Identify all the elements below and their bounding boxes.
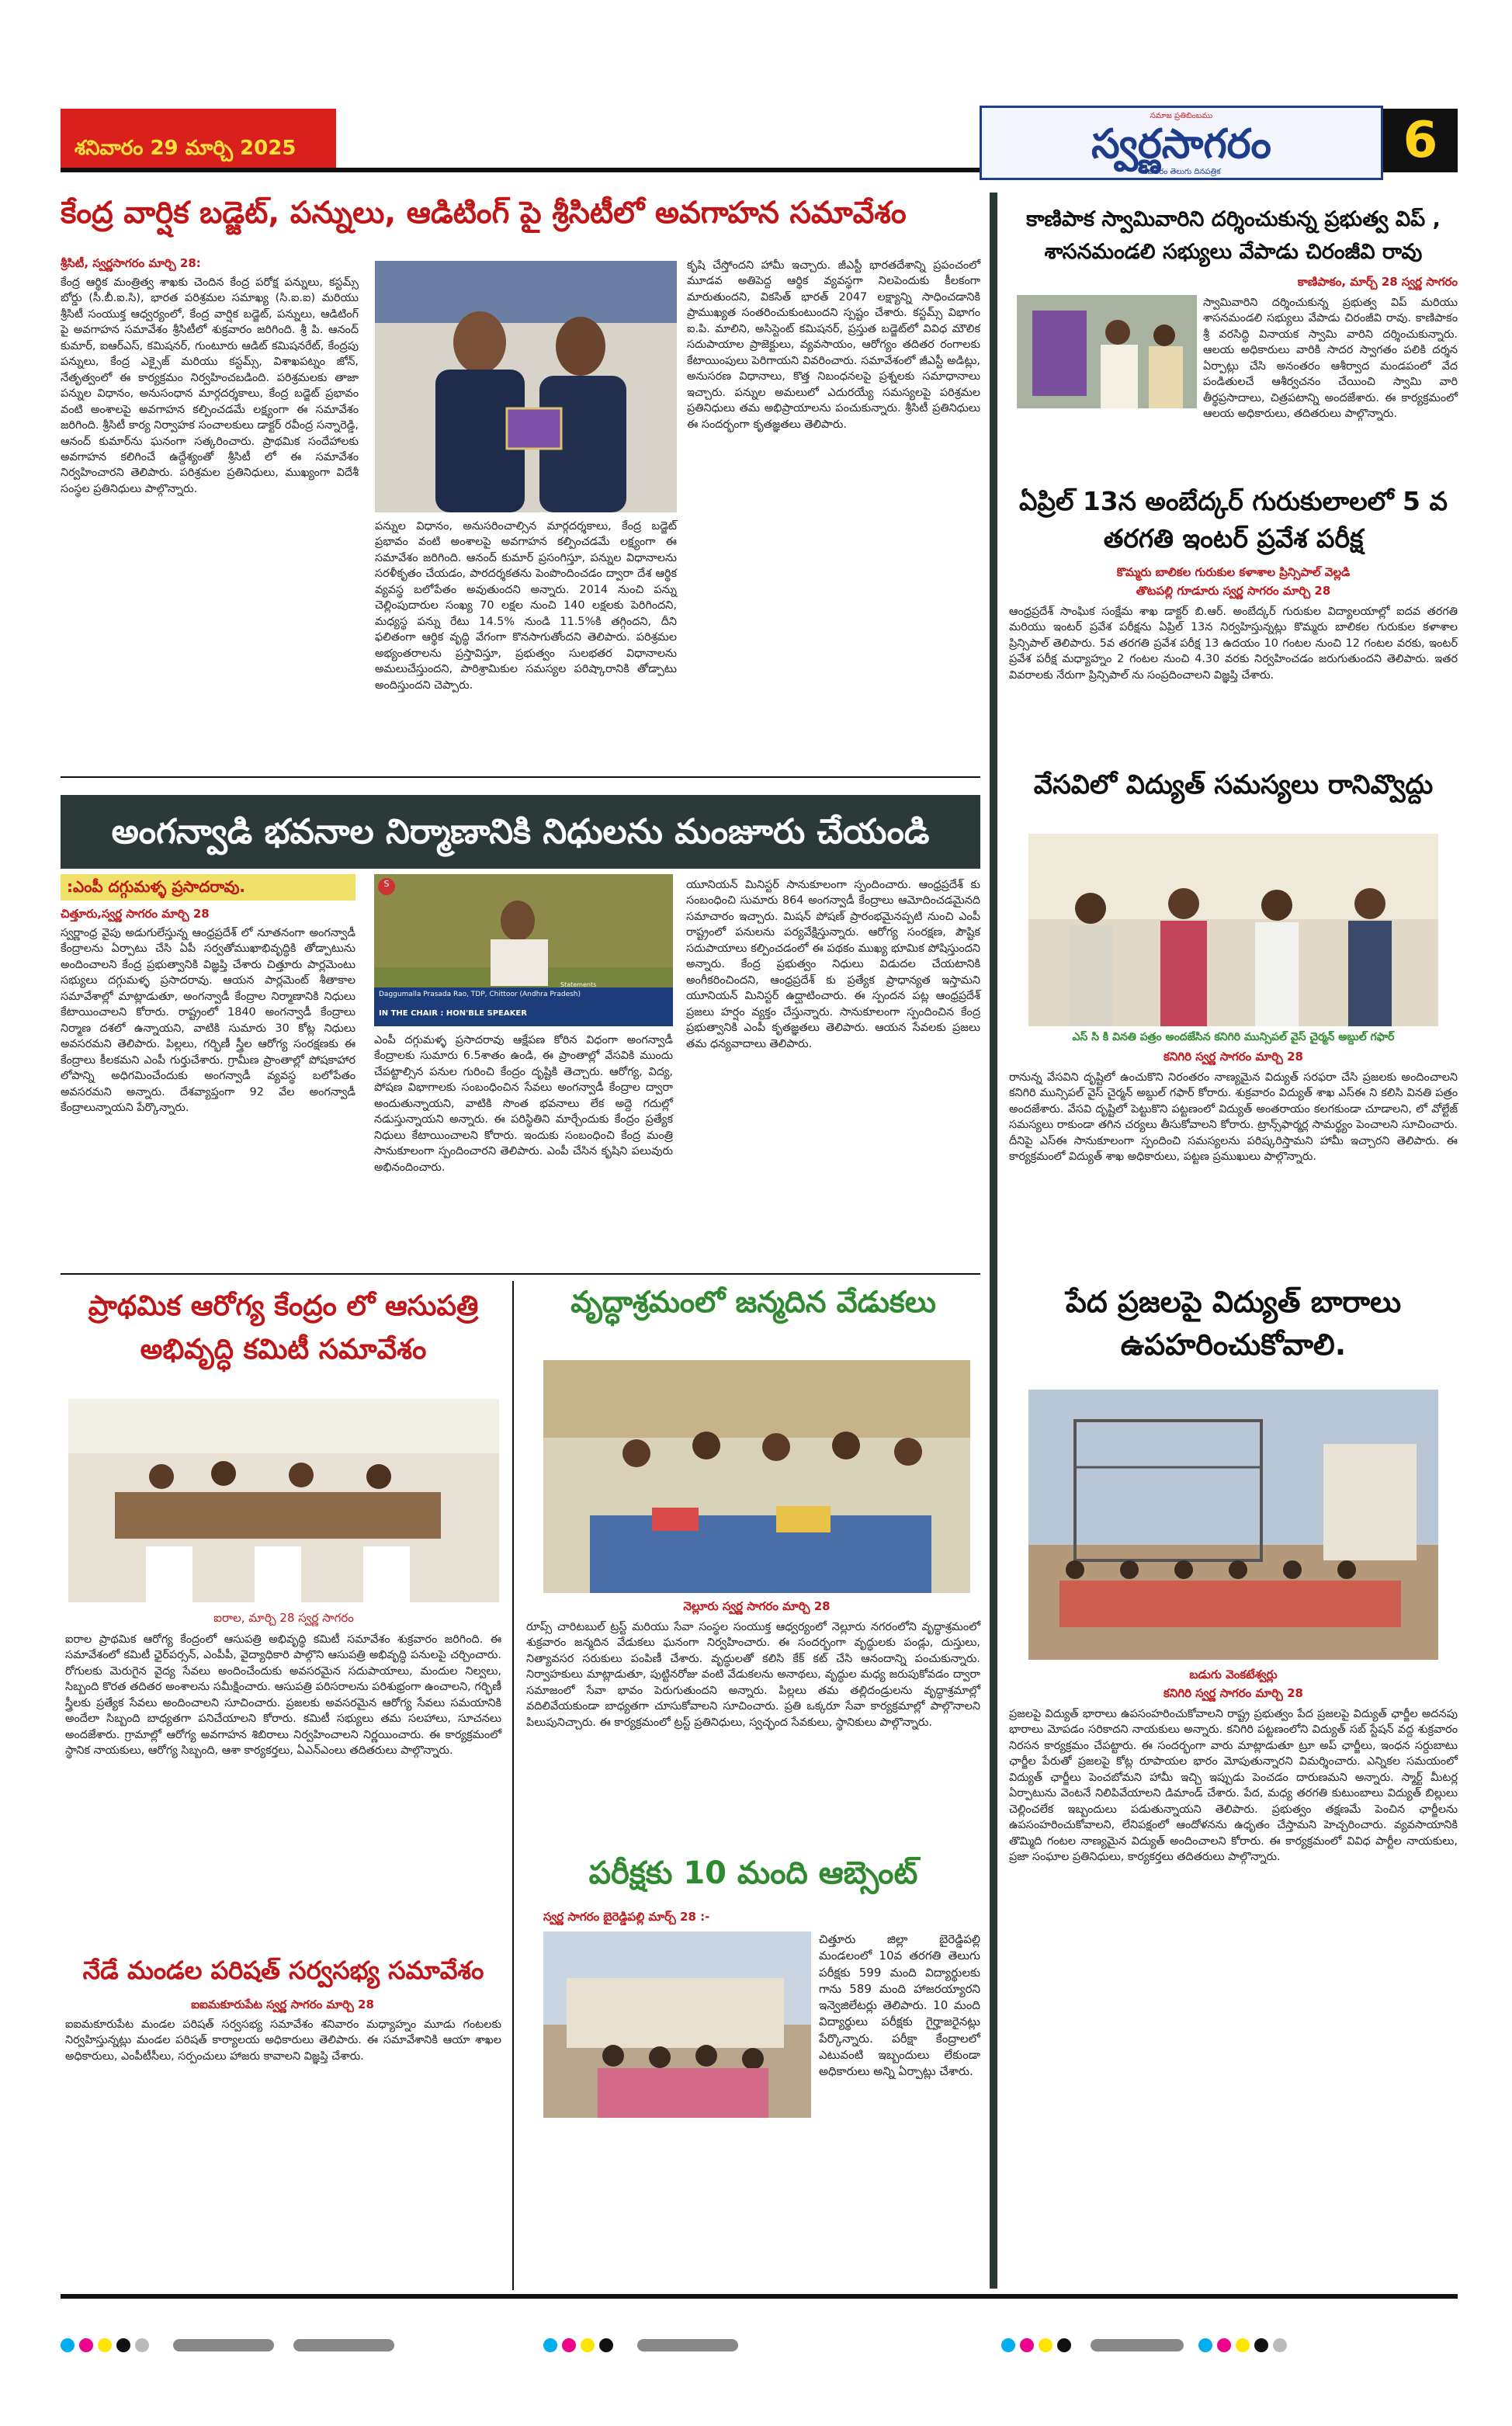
article-10-photo <box>1028 1390 1438 1660</box>
article-2-label: :ఎంపీ దగ్గుమళ్ళ ప్రసాదరావు. <box>61 874 355 901</box>
masthead-subtitle: నవతరం తెలుగు దినపత్రిక <box>1142 168 1221 176</box>
article-6-photo <box>543 1931 811 2118</box>
article-1-col3: కృషి చేస్తోందని హామీ ఇచ్చారు. జీఎస్టీ భారతదేశాన్ని ప్రపంచంలో మూడవ అతిపెద్ద ఆర్థిక వ్యవస్థగా నిలపెందుకు కీలకంగా మారుతుందని, వికసిత్ భారత్ 2047 లక్ష్యాన్ని సాధించడానికి ప్రాముఖ్యత సంతరించుకుంటుందని స్పష్టం చేశారు. కస్టమ్స్ విభాగం ఐ.పి. మాలిని, అసిస్టెంట్ కమిషనర్, ప్రస్తుత బడ్జెట్‌లో వివిధ మౌలిక సదుపాయాల ప్రాజెక్టులు, వ్యవసాయం, ఆరోగ్యం తదితర రంగాలకు కేటాయింపులు పెరిగాయని వివరించారు. సమావేశంలో జీఎస్టీ అడిట్లు, అనుసరణ విధానాలు, కొత్త నిబంధనలపై ప్రశ్నలకు సమాధానాలు ఇచ్చారు. పన్నుల అమలులో ఎదురయ్యే సమస్యలపై పరిశ్రమల ప్రతినిధులు తమ అభిప్రాయాలను పంచుకున్నారు. శ్రీసిటీ ప్రతినిధులు ఈ సందర్భంగా కృతజ్ఞతలు తెలిపారు. <box>687 259 980 431</box>
article-1-photo <box>375 261 677 512</box>
magenta-dot-icon <box>1217 2338 1231 2352</box>
article-6-body: చిత్తూరు జిల్లా బైరెడ్డిపల్లి మండలంలో 10వ తరగతి తెలుగు పరీక్షకు 599 మంది విద్యార్థులకు గాను 589 మంది హాజరయ్యారని ఇన్వెజిలేటర్లు తెలిపారు. 10 మంది విద్యార్థులు పరీక్షకు గైర్హాజరైనట్లు పేర్కొన్నారు. పరీక్షా కేంద్రాలలో ఎటువంటి ఇబ్బందులు లేకుండా అధికారులు అన్ని ఏర్పాట్లు చేశారు. <box>819 1932 980 2079</box>
article-2-col1: స్వర్ణాంధ్ర వైపు అడుగులేస్తున్న ఆంధ్రప్రదేశ్ లో నూతనంగా అంగన్వాడీ కేంద్రాలను ఏర్పాటు చేసి ఏపీ సర్వతోముఖాభివృద్ధికి తోడ్పాటును అందించాలని కేంద్ర ప్రభుత్వానికి విజ్ఞప్తి చేశారు చిత్తూరు పార్లమెంటు సభ్యులు దగ్గుమళ్ళ ప్రసాదరావు. ఆయన పార్లమెంట్ శీతాకాల సమావేశాల్లో మాట్లాడుతూ, అంగన్వాడీ కేంద్రాల నిర్మాణానికి నిధులు కేటాయించాలని కోరారు. రాష్ట్రంలో 1840 అంగన్వాడీ కేంద్రాలు నిర్మాణ దశలో ఉన్నాయని, వాటికి సుమారు 30 కోట్ల నిధులు అవసరమని తెలిపారు. పిల్లలు, గర్భిణీ స్త్రీల ఆరోగ్య సంరక్షణకు ఈ కేంద్రాలు కీలకమని ఎంపీ గుర్తుచేశారు. గ్రామీణ ప్రాంతాల్లో పోషకాహార లోపాన్ని అధిగమించేందుకు అంగన్వాడీ వ్యవస్థ బలోపేతం అవసరమని అన్నారు. దేశవ్యాప్తంగా 92 వేల అంగన్వాడీ కేంద్రాలున్నాయని పేర్కొన్నారు. <box>61 927 355 1114</box>
article-1-col1: కేంద్ర ఆర్థిక మంత్రిత్వ శాఖకు చెందిన కేంద్ర పరోక్ష పన్నులు, కస్టమ్స్ బోర్డు (సీ.బీ.ఐ.సి), భారత పరిశ్రమల సమాఖ్య (సి.ఐ.ఐ) మరియు శ్రీసిటీ సంయుక్త ఆధ్వర్యంలో, కేంద్ర వార్షిక బడ్జెట్, పన్నులు, ఆడిటింగ్ పై అవగాహన సమావేశం శ్రీసిటీలో శుక్రవారం జరిగింది. శ్రీ పి. ఆనంద్ కుమార్, ఐఆర్ఎస్, కమిషనర్, గుంటూరు ఆడిట్ కమిషనరేట్, కేంద్రపు పన్నులు, కేంద్ర ఎక్సైజ్ మరియు కస్టమ్స్, విశాఖపట్నం జోన్, నేతృత్వంలో ఈ కార్యక్రమం నిర్వహించబడింది. పరిశ్రమలకు తాజా పన్నుల విధానం, అనుసంధాన మార్గదర్శకాలు, కేంద్ర బడ్జెట్ ప్రభావం వంటి అంశాలపై అవగాహన కల్పించడమే లక్ష్యంగా ఈ సమావేశం జరిగింది. శ్రీసిటీ కార్య నిర్వాహక సంచాలకులు డాక్టర్ రవీంద్ర సన్నారెడ్డి, ఆనంద్ కుమార్‌ను ఘనంగా సత్కరించారు. ప్రాథమిక సందేహాలకు అవగాహన కలిగించే ఉద్దేశ్యంతో శ్రీసిటీ లో ఈ సమావేశం నిర్వహించారని తెలిపారు. పరిశ్రమల ప్రతినిధులు, ముఖ్యంగా విదేశీ సంస్థల ప్రతినిధులు పాల్గొన్నారు. <box>61 276 359 495</box>
masthead-tagline: సమాజ ప్రతిబింబము <box>1150 112 1213 120</box>
article-7-body: స్వామివారిని దర్శించుకున్న ప్రభుత్వ విప్ మరియు శాసనమండలి సభ్యులు వేపాడు చిరంజీవి రావు. కాణిపాకం శ్రీ వరసిద్ధి వినాయక స్వామి వారిని దర్శించుకున్నారు. ఆలయ అధికారులు వారికి సాదర స్వాగతం పలికి దర్శన ఏర్పాట్లు చేసి అనంతరం ఆశీర్వాద మండపంలో వేద పండితులచే ఆశీర్వచనం చేయించి స్వామి వారి తీర్థప్రసాదాలు, చిత్రపటాన్ని అందజేశారు. ఈ కార్యక్రమంలో ఆలయ అధికారులు, తదితరులు పాల్గొన్నారు. <box>1203 297 1458 421</box>
page-number: 6 <box>1383 109 1458 172</box>
article-9-byline: కనిగిరి స్వర్ణ సాగరం మార్చి 28 <box>1163 1050 1303 1064</box>
article-1-headline: కేంద్ర వార్షిక బడ్జెట్, పన్నులు, ఆడిటింగ్ పై శ్రీసిటీలో అవగాహన సమావేశం <box>61 196 907 231</box>
yellow-dot-icon <box>581 2338 595 2352</box>
article-9-body: రానున్న వేసవిని దృష్టిలో ఉంచుకొని నిరంతరం నాణ్యమైన విద్యుత్ సరఫరా చేసి ప్రజలకు అందించాలని కనిగిరి మున్సిపల్ వైస్ చైర్మన్ అబ్దుల్ గఫార్ కోరారు. శుక్రవారం విద్యుత్ శాఖ ఎస్ఈ ని కలిసి వినతి పత్రం అందజేశారు. వేసవి దృష్టిలో పెట్టుకొని పట్టణంలో విద్యుత్ అంతరాయం కలగకుండా చూడాలని, లో వోల్టేజ్ సమస్యలు రాకుండా తగిన చర్యలు తీసుకోవాలని కోరారు. ట్రాన్స్‌ఫార్మర్ల సామర్థ్యం పెంచాలని సూచించారు. దీనిపై ఎస్ఈ సానుకూలంగా స్పందించి సమస్యలను పరిష్కరిస్తామని హామీ ఇచ్చారని తెలిపారు. ఈ కార్యక్రమంలో విద్యుత్ శాఖ అధికారులు, పట్టణ ప్రముఖులు పాల్గొన్నారు. <box>1009 1071 1458 1164</box>
photo-label: Daggumalla Prasada Rao, TDP, Chittoor (Andhra Pradesh) <box>379 991 581 998</box>
article-6-byline: స్వర్ణ సాగరం బైరెడ్డిపల్లి మార్చ్ 28 :- <box>543 1910 710 1924</box>
divider <box>61 776 980 778</box>
article-3-body: ఐరాల ప్రాథమిక ఆరోగ్య కేంద్రంలో ఆసుపత్రి అభివృద్ధి కమిటీ సమావేశం శుక్రవారం జరిగింది. ఈ సమావేశంలో కమిటీ ఛైర్‌పర్సన్, ఎంపీపీ, వైద్యాధికారి పాల్గొని ఆసుపత్రి అభివృద్ధి పనులపై చర్చించారు. రోగులకు మెరుగైన వైద్య సేవలు అందించేందుకు అవసరమైన సదుపాయాలు, మందుల నిల్వలు, సిబ్బంది కొరత తదితర అంశాలను సమీక్షించారు. ఆసుపత్రి పరిసరాలను పరిశుభ్రంగా ఉంచాలని, గర్భిణీ స్త్రీలకు ప్రత్యేక సేవలు అందించాలని సూచించారు. ప్రజలకు అవసరమైన ఆరోగ్య సేవలు సమయానికి అందేలా సిబ్బంది బాధ్యతగా పనిచేయాలని కోరారు. కమిటీ సభ్యులు తమ సలహాలు, సూచనలు అందజేశారు. గ్రామాల్లో ఆరోగ్య అవగాహన శిబిరాలు నిర్వహించాలని నిర్ణయించారు. ఈ కార్యక్రమంలో స్థానిక నాయకులు, ఆరోగ్య సిబ్బంది, ఆశా కార్యకర్తలు, ఏఎన్ఎంలు తదితరులు పాల్గొన్నారు. <box>65 1633 501 1758</box>
article-1-col2: పన్నుల విధానం, అనుసరించాల్సిన మార్గదర్శకాలు, కేంద్ర బడ్జెట్ ప్రభావం వంటి అంశాలపై అవగాహన కల్పించడమే లక్ష్యంగా ఈ సమావేశం జరిగింది. ఆనంద్ కుమార్ ప్రసంగిస్తూ, పన్నుల విధానాలను సరళీకృతం చేయడం, పారదర్శకతను పెంపొందించడం ద్వారా దేశ ఆర్థిక వ్యవస్థ బలోపేతం అవుతుందని అన్నారు. 2014 నుంచి పన్ను చెల్లింపుదారుల సంఖ్య 70 లక్షల నుంచి 140 లక్షలకు పెరిగిందని, మధ్యస్థ పన్ను రేటు 14.5% నుండి 11.5%కి తగ్గిందని, దీని ఫలితంగా ఆర్థిక వృద్ధి వేగంగా కొనసాగుతోందని తెలిపారు. పరిశ్రమల అభ్యంతరాలను ప్రస్తావిస్తూ, ప్రభుత్వం సులభతర విధానాలను అమలుచేస్తుందని, పారిశ్రామికుల సమస్యల పరిష్కారానికి తోడ్పాటు అందిస్తుందని చెప్పారు. <box>375 520 677 692</box>
parliament-photo-illustration <box>374 874 673 1026</box>
black-dot-icon <box>1057 2338 1071 2352</box>
channel-logo: S <box>383 879 390 889</box>
article-4-byline: ఐఐమకూరుపేట స్వర్ణ సాగరం మార్చి 28 <box>191 1997 374 2011</box>
article-8-body: ఆంధ్రప్రదేశ్ సాంఘిక సంక్షేమ శాఖ డాక్టర్ బి.ఆర్. అంబేద్కర్ గురుకుల విద్యాలయాల్లో ఐదవ తరగతి మరియు ఇంటర్ ప్రవేశ పరీక్షను ఏప్రిల్ 13న నిర్వహిస్తున్నట్లు కొమ్మరు బాలికల గురుకుల కళాశాల ప్రిన్సిపాల్ తెలిపారు. 5వ తరగతి ప్రవేశ పరీక్ష 13 ఉదయం 10 గంటల నుంచి 12 గంటల వరకు, ఇంటర్ ప్రవేశ పరీక్ష మధ్యాహ్నం 2 గంటల నుంచి 4.30 వరకు నిర్వహించడం జరుగుతుందని తెలిపారు. ఇతర వివరాలకు నేరుగా ప్రిన్సిపాల్ ను సంప్రదించాలని విజ్ఞప్తి చేశారు. <box>1009 606 1458 682</box>
print-marks-center <box>543 2337 978 2355</box>
black-dot-icon <box>1254 2338 1268 2352</box>
award-photo-illustration <box>375 261 677 512</box>
article-4-headline: నేడే మండల పరిషత్ సర్వసభ్య సమావేశం <box>82 1956 484 1985</box>
yellow-dot-icon <box>1039 2338 1053 2352</box>
protest-photo-illustration <box>1028 1390 1438 1660</box>
black-dot-icon <box>116 2338 130 2352</box>
celebration-photo-illustration <box>543 1360 970 1593</box>
article-10-body: ప్రజలపై విద్యుత్ భారాలు ఉపసంహరించుకోవాలని రాష్ట్ర ప్రభుత్వం పేద ప్రజలపై విద్యుత్ ఛార్జీల అదనపు భారాలు మోపడం సరికాదని నాయకులు అన్నారు. కనిగిరి పట్టణంలోని విద్యుత్ సబ్ స్టేషన్ వద్ద శుక్రవారం నిరసన కార్యక్రమం చేపట్టారు. ఈ సందర్భంగా వారు మాట్లాడుతూ ట్రూ అప్ ఛార్జీలు, ఇంధన సర్దుబాటు ఛార్జీల పేరుతో ప్రజలపై కోట్ల రూపాయల భారం మోపుతున్నారని విమర్శించారు. ఎన్నికల సమయంలో విద్యుత్ ఛార్జీలు పెంచబోమని హామీ ఇచ్చి ఇప్పుడు పెంచడం దారుణమని అన్నారు. స్మార్ట్ మీటర్ల ఏర్పాటును వెంటనే నిలిపివేయాలని డిమాండ్ చేశారు. పేద, మధ్య తరగతి కుటుంబాలు విద్యుత్ బిల్లులు చెల్లించలేక ఇబ్బందులు పడుతున్నాయని తెలిపారు. ప్రభుత్వం తక్షణమే పెంచిన ఛార్జీలను ఉపసంహరించుకోవాలని, లేనిపక్షంలో ఆందోళనను ఉధృతం చేస్తామని హెచ్చరించారు. వ్యవసాయానికి తొమ్మిది గంటల నాణ్యమైన విద్యుత్ అందించాలని కోరారు. ఈ కార్యక్రమంలో వివిధ పార్టీల నాయకులు, ప్రజా సంఘాల ప్రతినిధులు, కార్యకర్తలు తదితరులు పాల్గొన్నారు. <box>1009 1708 1458 1864</box>
petition-photo-illustration <box>1028 834 1438 1026</box>
article-5-caption: నెల్లూరు స్వర్ణ సాగరం మార్చి 28 <box>683 1599 831 1613</box>
print-marks-left <box>61 2337 495 2355</box>
yellow-dot-icon <box>98 2338 112 2352</box>
article-4-body: ఐఐమకూరుపేట మండల పరిషత్ సర్వసభ్య సమావేశం శనివారం మధ్యాహ్నం మూడు గంటలకు నిర్వహిస్తున్నట్లు మండల పరిషత్ కార్యాలయ అధికారులు తెలిపారు. ఈ సమావేశానికి ఆయా శాఖల అధికారులు, ఎంపీటీసీలు, సర్పంచులు హాజరు కావాలని విజ్ఞప్తి చేశారు. <box>65 2018 501 2063</box>
article-5-body: రూప్స్ చారిటబుల్ ట్రస్ట్ మరియు సేవా సంస్థల సంయుక్త ఆధ్వర్యంలో నెల్లూరు నగరంలోని వృద్ధాశ్రమంలో శుక్రవారం జన్మదిన వేడుకలు ఘనంగా నిర్వహించారు. ఈ సందర్భంగా వృద్ధులకు పండ్లు, దుస్తులు, నిత్యావసర సరుకులు పంపిణీ చేశారు. వృద్ధులతో కలిసి కేక్ కట్ చేసి ఆనందాన్ని పంచుకున్నారు. నిర్వాహకులు మాట్లాడుతూ, పుట్టినరోజు వంటి వేడుకలను అనాథలు, వృద్ధుల మధ్య జరుపుకోవడం ద్వారా సమాజంలో సేవా భావం పెరుగుతుందని అన్నారు. పిల్లలు తమ తల్లిదండ్రులను వృద్ధాశ్రమాల్లో వదిలివేయకుండా బాధ్యతగా చూసుకోవాలని సూచించారు. ప్రతి ఒక్కరూ సేవా కార్యక్రమాల్లో పాల్గొనాలని పిలుపునిచ్చారు. ఈ కార్యక్రమంలో ట్రస్ట్ ప్రతినిధులు, స్వచ్ఛంద సేవకులు, స్థానికులు పాల్గొన్నారు. <box>526 1621 980 1729</box>
magenta-dot-icon <box>562 2338 576 2352</box>
photo-chair: IN THE CHAIR : HON'BLE SPEAKER <box>379 1009 527 1018</box>
article-5-photo <box>543 1360 970 1593</box>
article-7-byline: కాణిపాకం, మార్చ్ 28 స్వర్ణ సాగరం <box>1297 275 1458 289</box>
article-3-headline: ప్రాథమిక ఆరోగ్య కేంద్రం లో ఆసుపత్రి అభివృద్ధి కమిటీ సమావేశం <box>88 1290 479 1366</box>
print-bar-icon <box>637 2339 738 2351</box>
article-10-byline: కనిగిరి స్వర్ణ సాగరం మార్చి 28 <box>1163 1686 1303 1700</box>
exam-centre-photo-illustration <box>543 1931 811 2118</box>
article-8-headline: ఏప్రిల్ 13న అంబేద్కర్ గురుకులాలలో 5 వ తరగతి ఇంటర్ ప్రవేశ పరీక్ష <box>1019 486 1448 554</box>
article-8-byline: తొటపల్లి గూడూరు స్వర్ణ సాగరం మార్చి 28 <box>1136 584 1331 598</box>
column-divider <box>990 193 997 2289</box>
article-8-subhead: కొమ్మరు బాలికల గురుకుల కళాశాల ప్రిన్సిపాల్ వెల్లడి <box>1116 565 1351 579</box>
article-9-photo <box>1028 834 1438 1026</box>
photo-tag: Statements <box>560 981 597 988</box>
footer-rule <box>61 2294 1458 2299</box>
cyan-dot-icon <box>1198 2338 1212 2352</box>
black-dot-icon <box>599 2338 613 2352</box>
article-3-photo <box>68 1399 499 1602</box>
article-1-byline: శ్రీసిటీ, స్వర్ణసాగరం మార్చి 28: <box>61 256 201 270</box>
article-9-subhead: ఎస్ సి కి వినతి పత్రం అందజేసిన కనిగిరి మున్సిపల్ వైస్ చైర్మన్ అబ్దుల్ గఫార్ <box>1072 1031 1395 1043</box>
print-bar-icon <box>173 2339 274 2351</box>
print-bar-icon <box>293 2339 394 2351</box>
article-2-byline: చిత్తూరు,స్వర్ణ సాగరం మార్చి 28 <box>61 907 210 921</box>
magenta-dot-icon <box>1020 2338 1034 2352</box>
date-bar <box>61 109 336 172</box>
article-2-col3: యూనియన్ మినిస్టర్ సానుకూలంగా స్పందించారు. ఆంధ్రప్రదేశ్ కు సంబంధించి సుమారు 864 అంగన్వాడీ కేంద్రాలు ఆమోదించడమైనది సమాచారం ఇచ్చారు. మిషన్ పోషణ్ ప్రారంభమైనప్పటి నుంచి ఎంపీ రాష్ట్రంలో పనులను పర్యవేక్షిస్తున్నారు. ఆరోగ్య సంరక్షణ, పౌష్టిక సదుపాయాలు కల్పించడంలో ఈ పథకం ముఖ్య భూమిక పోషిస్తుందని అన్నారు. కేంద్ర ప్రభుత్వం నిధులు విడుదల చేయటానికి అంగీకరించిందని, ఆంధ్రప్రదేశ్ కు ప్రత్యేక ప్రాధాన్యత ఇస్తామని యూనియన్ మినిస్టర్ ఉద్ఘాటించారు. ఈ స్పందన పట్ల ఆంధ్రప్రదేశ్ ప్రజలు హర్షం వ్యక్తం చేస్తున్నారు. సానుకూలంగా స్పందించిన కేంద్ర ప్రభుత్వానికి ఎంపీ కృతజ్ఞతలు తెలిపారు. ఆయన సేవలకు ప్రజలు తమ ధన్యవాదాలు తెలిపారు. <box>686 879 980 1050</box>
article-2-banner: అంగన్వాడి భవనాల నిర్మాణానికి నిధులను మంజూరు చేయండి <box>61 795 980 869</box>
cyan-dot-icon <box>1001 2338 1015 2352</box>
article-5-headline: వృద్ధాశ్రమంలో జన్మదిన వేడుకలు <box>570 1285 936 1319</box>
masthead-title: స్వర్ణసాగరం <box>1091 120 1271 168</box>
article-9-headline: వేసవిలో విద్యుత్ సమస్యలు రానివ్వొద్దు <box>1033 769 1434 800</box>
divider <box>61 1273 980 1275</box>
article-10-headline: పేద ప్రజలపై విద్యుత్ బారాలు ఉపహరించుకోవాలి. <box>1065 1285 1402 1362</box>
print-marks-right <box>1001 2337 1467 2355</box>
cyan-dot-icon <box>543 2338 557 2352</box>
yellow-dot-icon <box>1236 2338 1250 2352</box>
cyan-dot-icon <box>61 2338 75 2352</box>
article-3-caption: ఐరాల, మార్చి 28 స్వర్ణ సాగరం <box>213 1611 354 1625</box>
article-7-headline: కాణిపాక స్వామివారిని దర్శించుకున్న ప్రభుత్వ విప్ , శాసనమండలి సభ్యులు వేపాడు చిరంజీవి రావు <box>1026 207 1441 264</box>
meeting-photo-illustration <box>68 1399 499 1602</box>
article-6-headline: పరీక్షకు 10 మంది ఆబ్సెంట్ <box>588 1855 918 1891</box>
divider <box>512 1281 514 2290</box>
grey-dot-icon <box>135 2338 149 2352</box>
issue-date: శనివారం 29 మార్చి 2025 <box>75 137 297 160</box>
article-2-photo <box>374 874 673 1026</box>
article-2-col2: ఎంపీ దగ్గుమళ్ళ ప్రసాదరావు ఆక్షేపణ కోరిన విధంగా అంగన్వాడీ కేంద్రాలకు సుమారు 6.5శాతం ఉండి, ఈ ప్రాంతాల్లో వేసవికి ముందు చేపట్టాల్సిన పనుల గురించి కేంద్రం దృష్టికి తెచ్చారు. ఆరోగ్య, విద్య, పోషణ విభాగాలకు సంబంధించిన సేవలు అంగన్వాడీ కేంద్రాల ద్వారా అందుతున్నాయని, వాటికి సొంత భవనాలు లేక అద్దె గదుల్లో నడుస్తున్నాయని అన్నారు. ఈ పరిస్థితిని మార్చేందుకు కేంద్రం ప్రత్యేక నిధులు కేటాయించాలని కోరారు. ఇందుకు సంబంధించి కేంద్ర మంత్రి సానుకూలంగా స్పందించారని తెలిపారు. ఎంపీ చేసిన కృషిని పలువురు అభినందించారు. <box>374 1034 673 1174</box>
masthead-logo <box>980 106 1383 180</box>
grey-dot-icon <box>1273 2338 1287 2352</box>
print-bar-icon <box>1091 2339 1184 2351</box>
article-10-reporter: బడుగు వెంకటేశ్వర్లు <box>1189 1668 1278 1682</box>
magenta-dot-icon <box>79 2338 93 2352</box>
